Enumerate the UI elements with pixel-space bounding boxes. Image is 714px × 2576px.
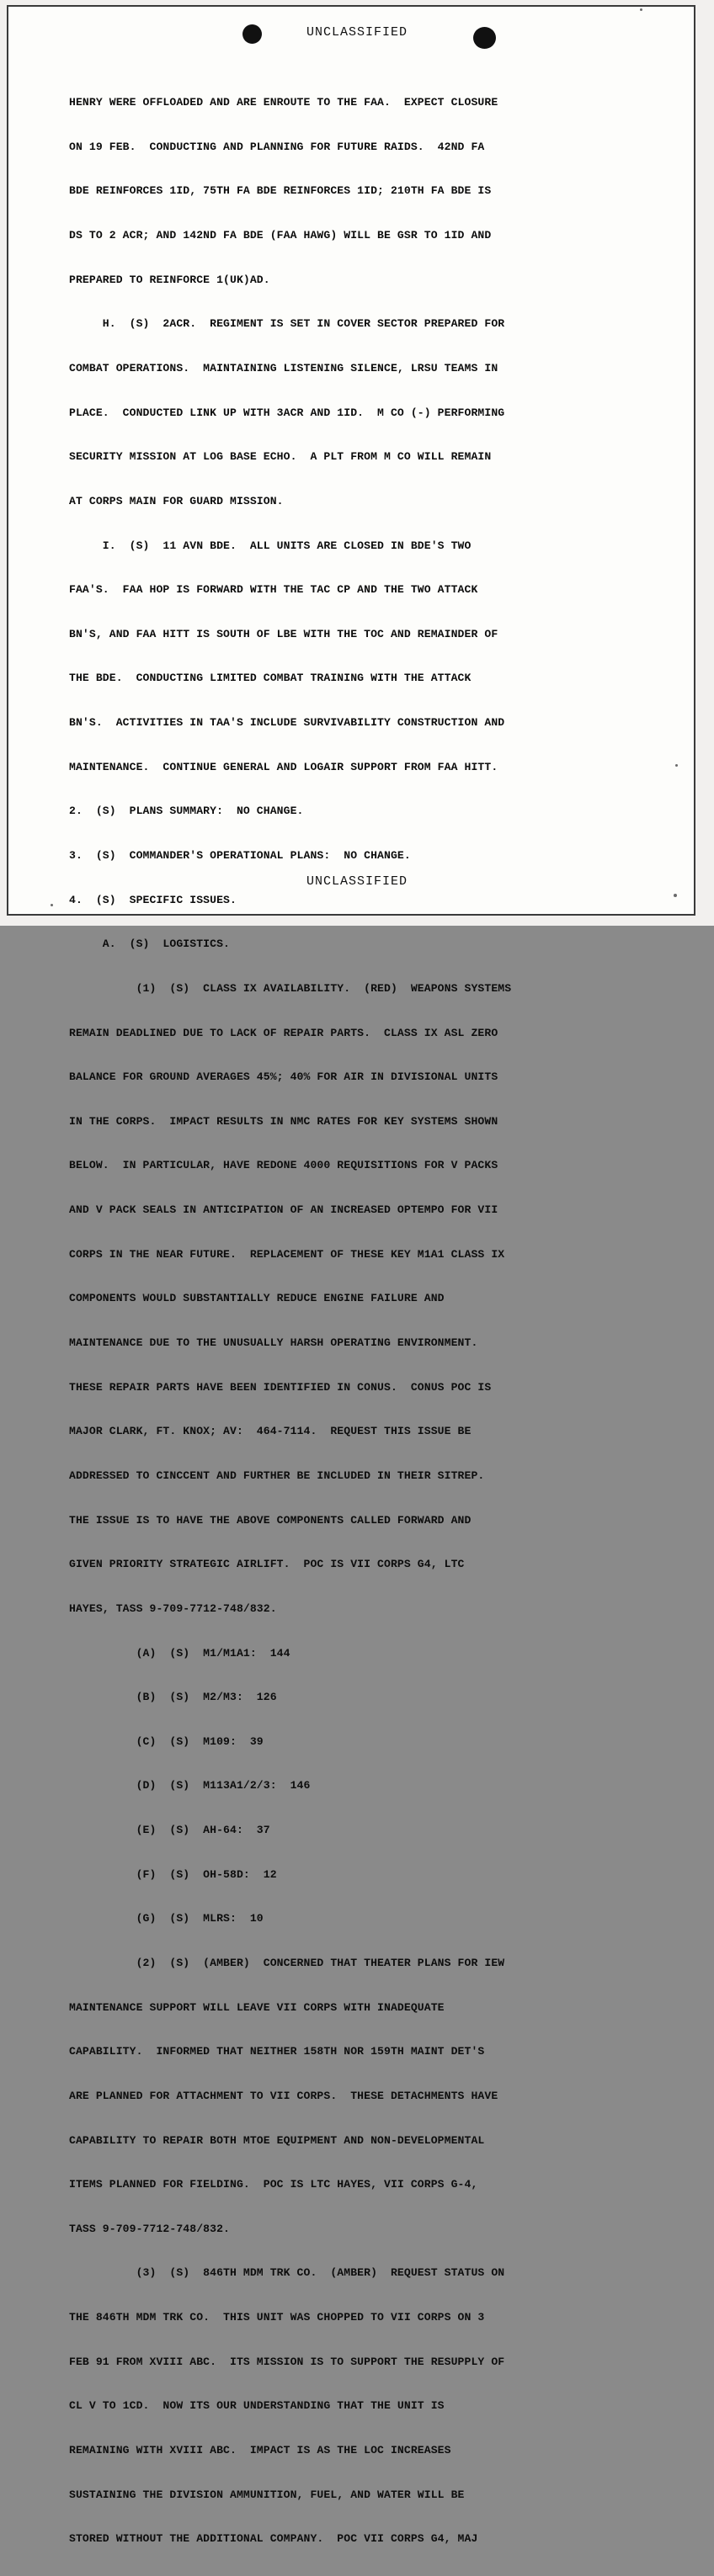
body-line: DS TO 2 ACR; AND 142ND FA BDE (FAA HAWG) WILL BE GSR TO 1ID AND [69,229,492,242]
body-line: (F) (S) OH-58D: 12 [69,1867,277,1881]
classification-banner-top: UNCLASSIFIED [306,25,408,40]
body-line: I. (S) 11 AVN BDE. ALL UNITS ARE CLOSED IN BDE'S TWO [69,539,472,552]
document-body [69,66,635,2576]
body-line: HAYES, TASS 9-709-7712-748/832. [69,1601,277,1615]
body-line: PLACE. CONDUCTED LINK UP WITH 3ACR AND 1ID. M CO (-) PERFORMING [69,406,505,419]
body-line: MAINTENANCE. CONTINUE GENERAL AND LOGAIR SUPPORT FROM FAA HITT. [69,760,498,773]
body-line: MAJOR CLARK, FT. KNOX; AV: 464-7114. REQUEST THIS ISSUE BE [69,1425,472,1438]
body-line: ARE PLANNED FOR ATTACHMENT TO VII CORPS. THESE DETACHMENTS HAVE [69,2089,498,2102]
body-line: FAA'S. FAA HOP IS FORWARD WITH THE TAC CP AND THE TWO ATTACK [69,583,478,597]
body-line: MAINTENANCE SUPPORT WILL LEAVE VII CORPS WITH INADEQUATE [69,2000,445,2014]
body-line: REMAINING WITH XVIII ABC. IMPACT IS AS THE LOC INCREASES [69,2444,451,2457]
body-line: (2) (S) (AMBER) CONCERNED THAT THEATER PLANS FOR IEW [69,1957,505,1969]
body-line: IN THE CORPS. IMPACT RESULTS IN NMC RATES FOR KEY SYSTEMS SHOWN [69,1114,498,1128]
body-line: (E) (S) AH-64: 37 [69,1824,270,1837]
body-line: ITEMS PLANNED FOR FIELDING. POC IS LTC HAYES, VII CORPS G-4, [69,2178,478,2191]
body-line: (A) (S) M1/M1A1: 144 [69,1646,290,1660]
body-line: 2. (S) PLANS SUMMARY: NO CHANGE. [69,805,304,818]
body-line: 4. (S) SPECIFIC ISSUES. [69,893,237,906]
body-line: (G) (S) MLRS: 10 [69,1912,264,1925]
body-line: (1) (S) CLASS IX AVAILABILITY. (RED) WEAPONS SYSTEMS [69,981,512,995]
body-line: 3. (S) COMMANDER'S OPERATIONAL PLANS: NO CHANGE. [69,848,411,862]
scan-speck [675,764,678,767]
body-line: AT CORPS MAIN FOR GUARD MISSION. [69,494,284,507]
body-line: FEB 91 FROM XVIII ABC. ITS MISSION IS TO SUPPORT THE RESUPPLY OF [69,2355,505,2368]
body-line: HENRY WERE OFFLOADED AND ARE ENROUTE TO THE FAA. EXPECT CLOSURE [69,96,498,109]
body-line: CAPABILITY TO REPAIR BOTH MTOE EQUIPMENT AND NON-DEVELOPMENTAL [69,2133,485,2147]
body-line: THE 846TH MDM TRK CO. THIS UNIT WAS CHOPPED TO VII CORPS ON 3 [69,2311,485,2324]
body-line: SECURITY MISSION AT LOG BASE ECHO. A PLT FROM M CO WILL REMAIN [69,450,492,464]
body-line: COMBAT OPERATIONS. MAINTAINING LISTENING SILENCE, LRSU TEAMS IN [69,361,498,374]
body-line: BN'S. ACTIVITIES IN TAA'S INCLUDE SURVIVABILITY CONSTRUCTION AND [69,716,505,730]
body-line: ON 19 FEB. CONDUCTING AND PLANNING FOR FUTURE RAIDS. 42ND FA [69,140,485,153]
body-line: STORED WITHOUT THE ADDITIONAL COMPANY. POC VII CORPS G4, MAJ [69,2532,478,2546]
body-line: H. (S) 2ACR. REGIMENT IS SET IN COVER SECTOR PREPARED FOR [69,317,505,331]
body-line: CAPABILITY. INFORMED THAT NEITHER 158TH NOR 159TH MAINT DET'S [69,2045,485,2058]
body-line: PREPARED TO REINFORCE 1(UK)AD. [69,273,270,286]
scan-speck [674,894,677,897]
body-line: REMAIN DEADLINED DUE TO LACK OF REPAIR PARTS. CLASS IX ASL ZERO [69,1026,498,1039]
body-line: BELOW. IN PARTICULAR, HAVE REDONE 4000 REQUISITIONS FOR V PACKS [69,1159,498,1172]
body-line: TASS 9-709-7712-748/832. [69,2222,230,2235]
body-line: (3) (S) 846TH MDM TRK CO. (AMBER) REQUEST STATUS ON [69,2266,505,2280]
body-line: THESE REPAIR PARTS HAVE BEEN IDENTIFIED IN CONUS. CONUS POC IS [69,1380,492,1394]
body-line: CL V TO 1CD. NOW ITS OUR UNDERSTANDING THAT THE UNIT IS [69,2399,445,2413]
body-line: CORPS IN THE NEAR FUTURE. REPLACEMENT OF THESE KEY M1A1 CLASS IX [69,1247,505,1261]
body-line: GIVEN PRIORITY STRATEGIC AIRLIFT. POC IS VII CORPS G4, LTC [69,1558,465,1571]
scan-speck [51,904,53,906]
body-line: BN'S, AND FAA HITT IS SOUTH OF LBE WITH THE TOC AND REMAINDER OF [69,627,498,640]
body-line: ADDRESSED TO CINCCENT AND FURTHER BE INCLUDED IN THEIR SITREP. [69,1469,485,1482]
body-line: COMPONENTS WOULD SUBSTANTIALLY REDUCE ENGINE FAILURE AND [69,1292,445,1305]
body-line: THE BDE. CONDUCTING LIMITED COMBAT TRAINING WITH THE ATTACK [69,672,472,685]
body-line: THE ISSUE IS TO HAVE THE ABOVE COMPONENTS CALLED FORWARD AND [69,1513,472,1527]
body-line: A. (S) LOGISTICS. [69,937,230,951]
body-line: SUSTAINING THE DIVISION AMMUNITION, FUEL, AND WATER WILL BE [69,2488,465,2501]
body-line: BDE REINFORCES 1ID, 75TH FA BDE REINFORCES 1ID; 210TH FA BDE IS [69,184,492,198]
classification-banner-bottom: UNCLASSIFIED [306,874,408,889]
body-line: BALANCE FOR GROUND AVERAGES 45%; 40% FOR AIR IN DIVISIONAL UNITS [69,1070,498,1084]
scan-speck [640,8,642,11]
body-line: MAINTENANCE DUE TO THE UNUSUALLY HARSH OPERATING ENVIRONMENT. [69,1336,478,1350]
body-line: (D) (S) M113A1/2/3: 146 [69,1779,311,1793]
body-line: (B) (S) M2/M3: 126 [69,1691,277,1704]
body-line: AND V PACK SEALS IN ANTICIPATION OF AN INCREASED OPTEMPO FOR VII [69,1203,498,1217]
body-line: (C) (S) M109: 39 [69,1734,264,1748]
